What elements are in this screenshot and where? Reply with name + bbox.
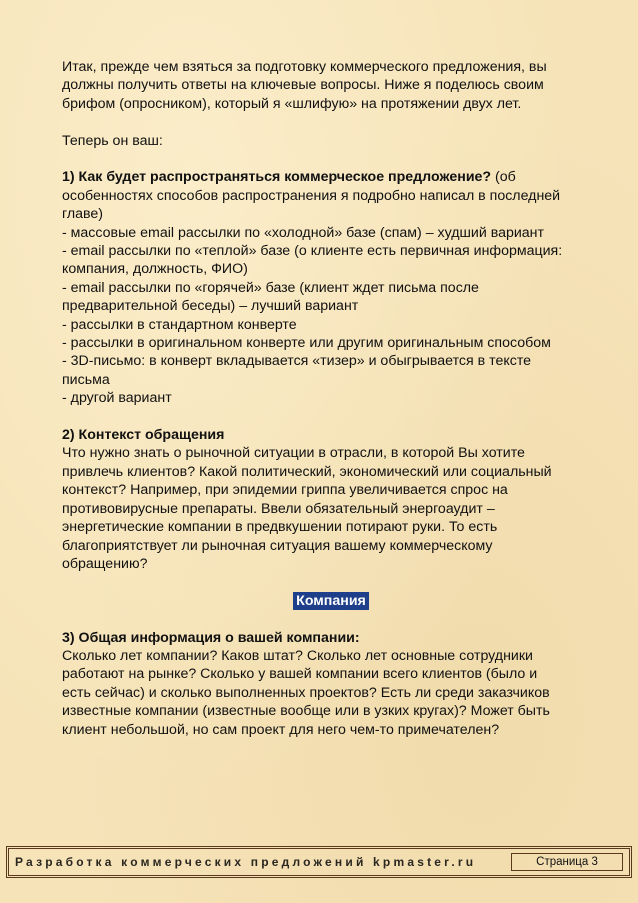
text-line: обращению? <box>62 555 148 572</box>
text-line: привлечь клиентов? Какой политический, экономический или социальный <box>62 463 552 480</box>
text-line: письма <box>62 371 110 388</box>
now-yours-paragraph <box>62 132 600 150</box>
text-line: противовирусные препараты. Ввели обязательный энергоаудит – <box>62 500 495 517</box>
text-line: известные компании (известные вообще или в узких кругах)? Может быть <box>62 703 550 720</box>
list-item: - 3D-письмо: в конверт вкладывается «тизер» и обыгрывается в тексте <box>62 353 532 370</box>
text-line: Теперь он ваш: <box>62 132 163 149</box>
footer-title: Разработка коммерческих предложений kpmaster.ru <box>15 855 477 869</box>
section-1-heading-line <box>62 168 600 186</box>
company-badge-wrap <box>62 592 600 610</box>
list-item: - email рассылки по «горячей» базе (клиент ждет письма после <box>62 279 479 296</box>
section-1-heading: 1) Как будет распространяться коммерческое предложение? <box>62 169 492 186</box>
page-footer <box>6 846 632 878</box>
text-line: брифом (опросником), который я «шлифую» на протяжении двух лет. <box>62 95 522 112</box>
section-3 <box>62 629 600 739</box>
document-body <box>62 58 600 757</box>
text-line: работают на рынке? Сколько у вашей компании всего клиентов (было и <box>62 666 538 683</box>
text-line: предварительной беседы) – лучший вариант <box>62 298 359 315</box>
section-2 <box>62 426 600 573</box>
text-line: Сколько лет компании? Каков штат? Сколько лет основные сотрудники <box>62 647 533 664</box>
text-line: особенностях способов распространения я подробно написал в последней <box>62 187 561 204</box>
text-line: контекст? Например, при эпидемии гриппа увеличивается спрос на <box>62 482 508 499</box>
text-line: должны получить ответы на ключевые вопросы. Ниже я поделюсь своим <box>62 77 544 94</box>
list-item: - другой вариант <box>62 390 172 407</box>
text-line: компания, должность, ФИО) <box>62 261 248 278</box>
list-item: - рассылки в оригинальном конверте или другим оригинальным способом <box>62 335 551 352</box>
intro-paragraph <box>62 58 600 113</box>
text-line: благоприятствует ли рыночная ситуация вашему коммерческому <box>62 537 493 554</box>
text-line: энергетические компании в предвкушении потирают руки. То есть <box>62 519 498 536</box>
list-item: - массовые email рассылки по «холодной» базе (спам) – худший вариант <box>62 224 544 241</box>
text-line: Итак, прежде чем взяться за подготовку коммерческого предложения, вы <box>62 59 547 75</box>
page-number: Страница 3 <box>511 853 623 871</box>
section-1-heading-tail: (об <box>491 169 516 186</box>
company-badge: Компания <box>293 592 369 610</box>
section-3-heading: 3) Общая информация о вашей компании: <box>62 629 360 646</box>
text-line: есть сейчас) и сколько выполненных проектов? Есть ли среди заказчиков <box>62 684 550 701</box>
list-item: - email рассылки по «теплой» базе (о клиенте есть первичная информация: <box>62 243 563 260</box>
list-item: - рассылки в стандартном конверте <box>62 316 297 333</box>
section-1 <box>62 168 600 407</box>
text-line: Что нужно знать о рыночной ситуации в отрасли, в которой Вы хотите <box>62 445 525 462</box>
section-2-heading: 2) Контекст обращения <box>62 427 225 444</box>
text-line: главе) <box>62 206 104 223</box>
text-line: клиент небольшой, но сам проект для него чем-то примечателен? <box>62 721 500 738</box>
